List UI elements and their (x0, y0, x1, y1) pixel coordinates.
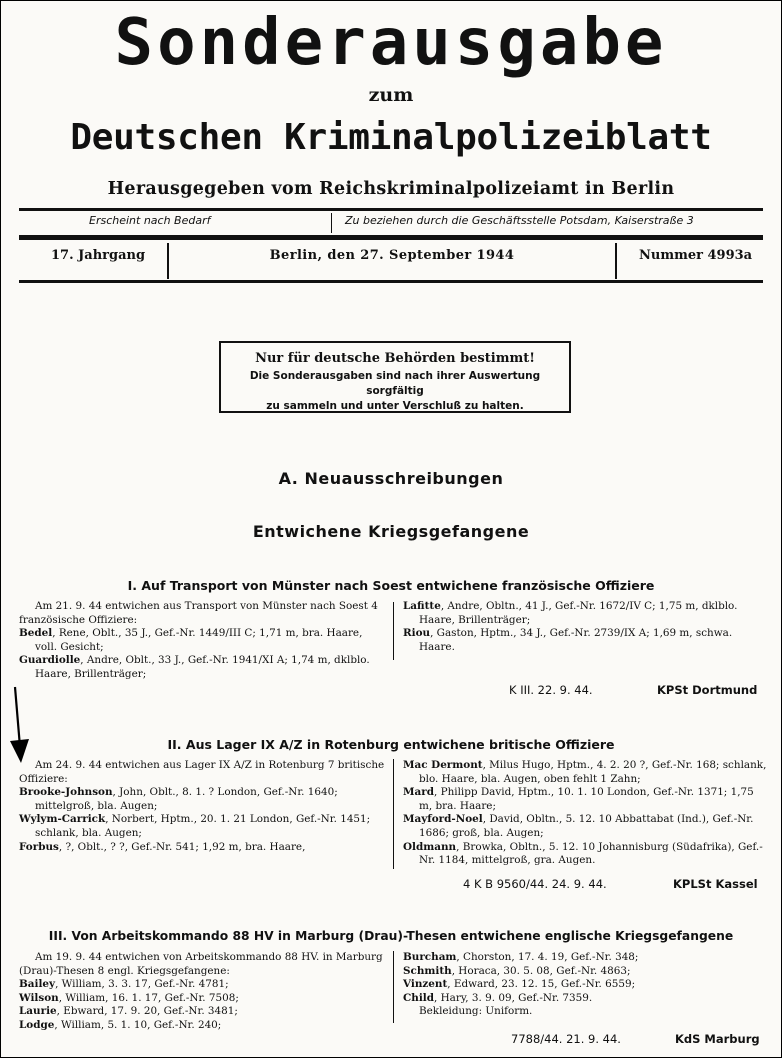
prisoner-name: Vinzent (403, 978, 448, 991)
prisoner-name: Riou (403, 627, 431, 640)
section-2-left-column (19, 759, 385, 854)
section-1-office: KPSt Dortmund (657, 683, 758, 697)
section-2-reference: 4 K B 9560/44. 24. 9. 44. (463, 877, 607, 891)
prisoner-name: Wilson (19, 991, 59, 1004)
column-divider (393, 759, 394, 869)
masthead-schedule: Erscheint nach Bedarf (89, 214, 211, 227)
restricted-notice (219, 341, 571, 413)
notice-line-1: Nur für deutsche Behörden bestimmt! (255, 351, 535, 366)
section-1-intro: Am 21. 9. 44 entwichen aus Transport von Münster nach Soest 4 französische Offiziere: (19, 600, 378, 626)
section-3-title: III. Von Arbeitskommando 88 HV in Marburg (Drau)-Thesen entwichene englische Kriegsgefangene (48, 929, 734, 943)
notice-line-3: zu sammeln und unter Verschluß zu halten. (266, 400, 524, 412)
prisoner-name: Guardiolle (19, 654, 81, 667)
prisoner-name: Burcham (403, 951, 457, 963)
prisoner-name: Lafitte (403, 600, 441, 612)
column-divider (393, 951, 394, 1023)
section-3-intro: Am 19. 9. 44 entwichen von Arbeitskommando 88 HV. in Marburg (Drau)-Thesen 8 engl. Kriegsgefangene: (19, 951, 383, 977)
prisoner-entry: Wylym-Carrick, Norbert, Hptm., 20. 1. 21 London, Gef.-Nr. 1451; schlank, bla. Augen; (19, 813, 371, 839)
prisoner-entry: Lafitte, Andre, Obltn., 41 J., Gef.-Nr. 1672/IV C; 1,75 m, dklblo. Haare, Brillenträger; (403, 600, 738, 626)
section-1-right-column (403, 600, 767, 654)
prisoner-entry: Mard, Philipp David, Hptm., 10. 1. 10 London, Gef.-Nr. 1371; 1,75 m, bra. Haare; (403, 786, 754, 812)
section-3-right-column (403, 951, 767, 1019)
prisoner-entry: Burcham, Chorston, 17. 4. 19, Gef.-Nr. 348; (403, 951, 639, 963)
prisoner-name: Mayford-Noel (403, 813, 483, 826)
column-divider (393, 602, 394, 660)
prisoner-entry: Bailey, William, 3. 3. 17, Gef.-Nr. 4781; (19, 978, 229, 991)
category-heading: Entwichene Kriegsgefangene (252, 522, 530, 541)
masthead-zum: zum (368, 84, 414, 106)
section-3-left-column (19, 951, 385, 1033)
prisoner-name: Mac Dermont (403, 759, 483, 771)
masthead-volume: 17. Jahrgang (51, 248, 146, 263)
section-3-reference: 7788/44. 21. 9. 44. (511, 1032, 621, 1046)
section-1-title: I. Auf Transport von Münster nach Soest entwichene französische Offiziere (127, 578, 655, 593)
masthead-number: Nummer 4993a (639, 248, 753, 263)
part-heading: A. Neuausschreibungen (278, 469, 504, 488)
clothing-note: Bekleidung: Uniform. (419, 1005, 533, 1018)
prisoner-entry: Vinzent, Edward, 23. 12. 15, Gef.-Nr. 6559; (403, 978, 636, 991)
prisoner-entry: Bedel, Rene, Oblt., 35 J., Gef.-Nr. 1449/III C; 1,71 m, bra. Haare, voll. Gesicht; (19, 627, 363, 653)
prisoner-name: Wylym-Carrick (19, 813, 106, 826)
prisoner-entry: Forbus, ?, Oblt., ? ?, Gef.-Nr. 541; 1,92 m, bra. Haare, (19, 840, 306, 853)
prisoner-name: Mard (403, 786, 434, 799)
section-2-title: II. Aus Lager IX A/Z in Rotenburg entwichene britische Offiziere (167, 737, 615, 752)
prisoner-name: Forbus (19, 840, 59, 853)
prisoner-name: Bailey (19, 978, 56, 991)
prisoner-entry: Wilson, William, 16. 1. 17, Gef.-Nr. 7508; (19, 991, 239, 1004)
prisoner-entry: Oldmann, Browka, Obltn., 5. 12. 10 Johannisburg (Südafrika), Gef.-Nr. 1184, mittelgroß, gra. Augen. (403, 840, 763, 867)
masthead-divider (615, 243, 617, 279)
arrow-pointer-icon (5, 685, 35, 765)
prisoner-entry: Mac Dermont, Milus Hugo, Hptm., 4. 2. 20 ?, Gef.-Nr. 168; schlank, blo. Haare, bla. Augen, oben fehlt 1 Zahn; (403, 759, 767, 785)
masthead-title: Sonderausgabe (114, 6, 668, 80)
masthead-rule-middle (19, 235, 763, 240)
prisoner-entry: Riou, Gaston, Hptm., 34 J., Gef.-Nr. 2739/IX A; 1,69 m, schwa. Haare. (403, 627, 733, 653)
prisoner-entry: Schmith, Horaca, 30. 5. 08, Gef.-Nr. 4863; (403, 964, 631, 977)
prisoner-entry: Laurie, Ebward, 17. 9. 20, Gef.-Nr. 3481; (19, 1005, 238, 1018)
section-1-left-column (19, 600, 385, 682)
notice-line-2: Die Sonderausgaben sind nach ihrer Auswertung sorgfältig (249, 370, 541, 397)
masthead-rule-top (19, 208, 763, 211)
prisoner-name: Brooke-Johnson (19, 786, 113, 799)
masthead-rule-bottom (19, 280, 763, 283)
masthead-dateline: Berlin, den 27. September 1944 (269, 248, 515, 263)
masthead-publisher: Herausgegeben vom Reichskriminalpolizeiamt in Berlin (107, 179, 675, 199)
prisoner-entry: Lodge, William, 5. 1. 10, Gef.-Nr. 240; (19, 1018, 222, 1031)
prisoner-name: Bedel (19, 627, 53, 640)
prisoner-entry: Child, Hary, 3. 9. 09, Gef.-Nr. 7359. (403, 991, 593, 1004)
section-2-office: KPLSt Kassel (673, 877, 758, 891)
prisoner-name: Oldmann (403, 840, 457, 853)
masthead-subtitle: Deutschen Kriminalpolizeiblatt (70, 117, 712, 158)
section-3-office: KdS Marburg (675, 1032, 760, 1046)
prisoner-entry: Brooke-Johnson, John, Oblt., 8. 1. ? London, Gef.-Nr. 1640; mittelgroß, bla. Augen; (19, 786, 338, 812)
section-1-reference: K III. 22. 9. 44. (509, 683, 593, 697)
section-2-right-column (403, 759, 767, 868)
prisoner-name: Laurie (19, 1005, 57, 1018)
prisoner-name: Lodge (19, 1018, 55, 1031)
masthead-distribution: Zu beziehen durch die Geschäftsstelle Potsdam, Kaiserstraße 3 (345, 214, 694, 227)
prisoner-name: Schmith (403, 964, 452, 977)
section-2-intro: Am 24. 9. 44 entwichen aus Lager IX A/Z in Rotenburg 7 britische Offiziere: (19, 759, 385, 785)
prisoner-name: Child (403, 991, 434, 1004)
prisoner-entry: Mayford-Noel, David, Obltn., 5. 12. 10 Abbattabat (Ind.), Gef.-Nr. 1686; groß, bla. Augen; (403, 813, 754, 839)
masthead-divider (331, 213, 332, 233)
prisoner-entry: Guardiolle, Andre, Oblt., 33 J., Gef.-Nr. 1941/XI A; 1,74 m, dklblo. Haare, Brillenträger; (19, 654, 370, 680)
